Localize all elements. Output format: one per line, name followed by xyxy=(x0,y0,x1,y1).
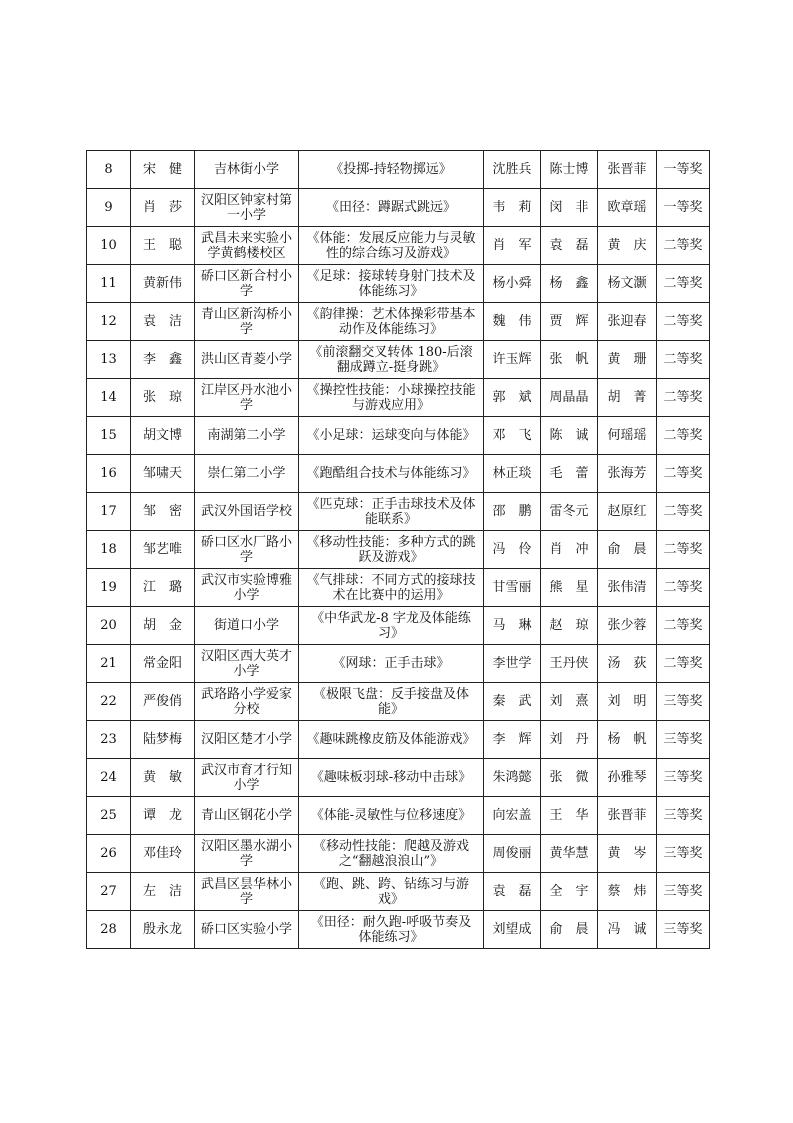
winner-name-cell: 常金阳 xyxy=(131,645,195,683)
instructor-1-cell: 向宏盖 xyxy=(484,797,541,835)
work-title-cell: 《移动性技能：多种方式的跳跃及游戏》 xyxy=(299,531,484,569)
winner-name-cell: 殷永龙 xyxy=(131,911,195,949)
instructor-2-cell: 全 宇 xyxy=(541,873,598,911)
table-row xyxy=(87,835,710,873)
award-level-cell: 二等奖 xyxy=(657,531,710,569)
winner-name-cell: 邹艺唯 xyxy=(131,531,195,569)
instructor-3-cell: 胡 菁 xyxy=(598,379,657,417)
winner-name-cell: 邹啸天 xyxy=(131,455,195,493)
row-number-cell: 17 xyxy=(87,493,131,531)
work-title-cell: 《韵律操：艺术体操彩带基本动作及体能练习》 xyxy=(299,303,484,341)
school-cell: 南湖第二小学 xyxy=(195,417,299,455)
table-row xyxy=(87,645,710,683)
instructor-3-cell: 刘 明 xyxy=(598,683,657,721)
award-level-cell: 三等奖 xyxy=(657,835,710,873)
school-cell: 武汉市实验博雅小学 xyxy=(195,569,299,607)
instructor-1-cell: 邵 鹏 xyxy=(484,493,541,531)
award-level-cell: 二等奖 xyxy=(657,303,710,341)
instructor-1-cell: 沈胜兵 xyxy=(484,151,541,189)
instructor-2-cell: 张 微 xyxy=(541,759,598,797)
award-level-cell: 二等奖 xyxy=(657,227,710,265)
work-title-cell: 《田径：耐久跑-呼吸节奏及体能练习》 xyxy=(299,911,484,949)
table-body xyxy=(87,151,710,949)
school-cell: 吉林街小学 xyxy=(195,151,299,189)
instructor-1-cell: 秦 武 xyxy=(484,683,541,721)
instructor-3-cell: 张伟清 xyxy=(598,569,657,607)
winner-name-cell: 李 鑫 xyxy=(131,341,195,379)
winner-name-cell: 王 聪 xyxy=(131,227,195,265)
work-title-cell: 《趣味板羽球-移动中击球》 xyxy=(299,759,484,797)
row-number-cell: 24 xyxy=(87,759,131,797)
awards-table xyxy=(86,150,710,949)
instructor-1-cell: 马 琳 xyxy=(484,607,541,645)
table-row xyxy=(87,607,710,645)
row-number-cell: 19 xyxy=(87,569,131,607)
instructor-3-cell: 黄 岑 xyxy=(598,835,657,873)
winner-name-cell: 邓佳玲 xyxy=(131,835,195,873)
row-number-cell: 28 xyxy=(87,911,131,949)
instructor-1-cell: 杨小舜 xyxy=(484,265,541,303)
work-title-cell: 《跑、跳、跨、钻练习与游戏》 xyxy=(299,873,484,911)
instructor-2-cell: 俞 晨 xyxy=(541,911,598,949)
award-level-cell: 三等奖 xyxy=(657,873,710,911)
winner-name-cell: 谭 龙 xyxy=(131,797,195,835)
instructor-2-cell: 肖 冲 xyxy=(541,531,598,569)
work-title-cell: 《操控性技能：小球操控技能与游戏应用》 xyxy=(299,379,484,417)
school-cell: 硚口区新合村小学 xyxy=(195,265,299,303)
row-number-cell: 9 xyxy=(87,189,131,227)
table-row xyxy=(87,569,710,607)
row-number-cell: 16 xyxy=(87,455,131,493)
winner-name-cell: 张 琼 xyxy=(131,379,195,417)
instructor-3-cell: 欧章瑶 xyxy=(598,189,657,227)
instructor-3-cell: 张少蓉 xyxy=(598,607,657,645)
instructor-2-cell: 张 帆 xyxy=(541,341,598,379)
award-level-cell: 三等奖 xyxy=(657,759,710,797)
work-title-cell: 《小足球：运球变向与体能》 xyxy=(299,417,484,455)
instructor-3-cell: 杨文灏 xyxy=(598,265,657,303)
instructor-1-cell: 韦 莉 xyxy=(484,189,541,227)
award-level-cell: 二等奖 xyxy=(657,493,710,531)
work-title-cell: 《中华武龙-8 字龙及体能练习》 xyxy=(299,607,484,645)
table-row xyxy=(87,721,710,759)
instructor-1-cell: 袁 磊 xyxy=(484,873,541,911)
instructor-1-cell: 甘雪丽 xyxy=(484,569,541,607)
instructor-1-cell: 李 辉 xyxy=(484,721,541,759)
award-level-cell: 一等奖 xyxy=(657,189,710,227)
school-cell: 汉阳区钟家村第一小学 xyxy=(195,189,299,227)
instructor-1-cell: 冯 伶 xyxy=(484,531,541,569)
school-cell: 街道口小学 xyxy=(195,607,299,645)
school-cell: 武汉市育才行知小学 xyxy=(195,759,299,797)
school-cell: 洪山区青菱小学 xyxy=(195,341,299,379)
instructor-3-cell: 俞 晨 xyxy=(598,531,657,569)
school-cell: 崇仁第二小学 xyxy=(195,455,299,493)
table-row xyxy=(87,265,710,303)
instructor-1-cell: 周俊丽 xyxy=(484,835,541,873)
instructor-1-cell: 魏 伟 xyxy=(484,303,541,341)
row-number-cell: 13 xyxy=(87,341,131,379)
winner-name-cell: 黄新伟 xyxy=(131,265,195,303)
award-level-cell: 二等奖 xyxy=(657,455,710,493)
instructor-2-cell: 陈士博 xyxy=(541,151,598,189)
instructor-1-cell: 刘望成 xyxy=(484,911,541,949)
work-title-cell: 《田径：蹲踞式跳远》 xyxy=(299,189,484,227)
award-level-cell: 三等奖 xyxy=(657,721,710,759)
instructor-3-cell: 张晋菲 xyxy=(598,151,657,189)
table-row xyxy=(87,455,710,493)
winner-name-cell: 黄 敏 xyxy=(131,759,195,797)
row-number-cell: 14 xyxy=(87,379,131,417)
table-row xyxy=(87,417,710,455)
row-number-cell: 20 xyxy=(87,607,131,645)
winner-name-cell: 左 洁 xyxy=(131,873,195,911)
award-level-cell: 二等奖 xyxy=(657,645,710,683)
instructor-2-cell: 雷冬元 xyxy=(541,493,598,531)
instructor-2-cell: 熊 星 xyxy=(541,569,598,607)
instructor-3-cell: 冯 诚 xyxy=(598,911,657,949)
instructor-2-cell: 陈 诚 xyxy=(541,417,598,455)
table-row xyxy=(87,873,710,911)
award-level-cell: 二等奖 xyxy=(657,265,710,303)
award-level-cell: 二等奖 xyxy=(657,569,710,607)
row-number-cell: 23 xyxy=(87,721,131,759)
school-cell: 青山区新沟桥小学 xyxy=(195,303,299,341)
row-number-cell: 15 xyxy=(87,417,131,455)
instructor-1-cell: 肖 军 xyxy=(484,227,541,265)
instructor-3-cell: 张海芳 xyxy=(598,455,657,493)
instructor-2-cell: 刘 熹 xyxy=(541,683,598,721)
instructor-1-cell: 林正琰 xyxy=(484,455,541,493)
work-title-cell: 《投掷-持轻物掷远》 xyxy=(299,151,484,189)
table-row xyxy=(87,759,710,797)
award-level-cell: 一等奖 xyxy=(657,151,710,189)
school-cell: 汉阳区楚才小学 xyxy=(195,721,299,759)
award-level-cell: 二等奖 xyxy=(657,607,710,645)
instructor-2-cell: 赵 琼 xyxy=(541,607,598,645)
instructor-2-cell: 王丹侠 xyxy=(541,645,598,683)
work-title-cell: 《气排球：不同方式的接球技术在比赛中的运用》 xyxy=(299,569,484,607)
table-row xyxy=(87,189,710,227)
table-row xyxy=(87,227,710,265)
row-number-cell: 25 xyxy=(87,797,131,835)
table-row xyxy=(87,379,710,417)
instructor-3-cell: 孙雅琴 xyxy=(598,759,657,797)
instructor-1-cell: 邓 飞 xyxy=(484,417,541,455)
instructor-3-cell: 何瑶瑶 xyxy=(598,417,657,455)
work-title-cell: 《跑酷组合技术与体能练习》 xyxy=(299,455,484,493)
instructor-2-cell: 黄华慧 xyxy=(541,835,598,873)
row-number-cell: 8 xyxy=(87,151,131,189)
instructor-1-cell: 李世学 xyxy=(484,645,541,683)
work-title-cell: 《移动性技能：爬越及游戏之“翻越浪浪山”》 xyxy=(299,835,484,873)
row-number-cell: 26 xyxy=(87,835,131,873)
school-cell: 武珞路小学爱家分校 xyxy=(195,683,299,721)
winner-name-cell: 胡 金 xyxy=(131,607,195,645)
instructor-3-cell: 黄 珊 xyxy=(598,341,657,379)
table-row xyxy=(87,683,710,721)
instructor-3-cell: 蔡 炜 xyxy=(598,873,657,911)
school-cell: 汉阳区墨水湖小学 xyxy=(195,835,299,873)
instructor-3-cell: 汤 荻 xyxy=(598,645,657,683)
school-cell: 武昌未来实验小学黄鹤楼校区 xyxy=(195,227,299,265)
instructor-2-cell: 王 华 xyxy=(541,797,598,835)
instructor-1-cell: 郭 斌 xyxy=(484,379,541,417)
school-cell: 硚口区实验小学 xyxy=(195,911,299,949)
winner-name-cell: 严俊俏 xyxy=(131,683,195,721)
table-row xyxy=(87,531,710,569)
work-title-cell: 《体能：发展反应能力与灵敏性的综合练习及游戏》 xyxy=(299,227,484,265)
winner-name-cell: 邹 密 xyxy=(131,493,195,531)
instructor-3-cell: 张迎春 xyxy=(598,303,657,341)
instructor-2-cell: 贾 辉 xyxy=(541,303,598,341)
winner-name-cell: 肖 莎 xyxy=(131,189,195,227)
school-cell: 青山区钢花小学 xyxy=(195,797,299,835)
award-level-cell: 二等奖 xyxy=(657,417,710,455)
instructor-2-cell: 毛 蕾 xyxy=(541,455,598,493)
school-cell: 江岸区丹水池小学 xyxy=(195,379,299,417)
award-level-cell: 三等奖 xyxy=(657,911,710,949)
instructor-1-cell: 许玉辉 xyxy=(484,341,541,379)
row-number-cell: 11 xyxy=(87,265,131,303)
winner-name-cell: 宋 健 xyxy=(131,151,195,189)
table-row xyxy=(87,493,710,531)
winner-name-cell: 袁 洁 xyxy=(131,303,195,341)
award-level-cell: 三等奖 xyxy=(657,797,710,835)
instructor-2-cell: 闵 非 xyxy=(541,189,598,227)
instructor-1-cell: 朱鸿懿 xyxy=(484,759,541,797)
row-number-cell: 21 xyxy=(87,645,131,683)
instructor-3-cell: 张晋菲 xyxy=(598,797,657,835)
instructor-2-cell: 刘 丹 xyxy=(541,721,598,759)
school-cell: 武汉外国语学校 xyxy=(195,493,299,531)
work-title-cell: 《足球：接球转身射门技术及体能练习》 xyxy=(299,265,484,303)
instructor-3-cell: 黄 庆 xyxy=(598,227,657,265)
work-title-cell: 《极限飞盘：反手接盘及体能》 xyxy=(299,683,484,721)
school-cell: 武昌区昙华林小学 xyxy=(195,873,299,911)
row-number-cell: 18 xyxy=(87,531,131,569)
instructor-3-cell: 杨 帆 xyxy=(598,721,657,759)
instructor-2-cell: 周晶晶 xyxy=(541,379,598,417)
work-title-cell: 《网球：正手击球》 xyxy=(299,645,484,683)
work-title-cell: 《前滚翻交叉转体 180-后滚翻成蹲立-挺身跳》 xyxy=(299,341,484,379)
instructor-2-cell: 杨 鑫 xyxy=(541,265,598,303)
instructor-2-cell: 袁 磊 xyxy=(541,227,598,265)
school-cell: 硚口区水厂路小学 xyxy=(195,531,299,569)
work-title-cell: 《趣味跳橡皮筋及体能游戏》 xyxy=(299,721,484,759)
school-cell: 汉阳区西大英才小学 xyxy=(195,645,299,683)
work-title-cell: 《体能-灵敏性与位移速度》 xyxy=(299,797,484,835)
table-row xyxy=(87,911,710,949)
row-number-cell: 27 xyxy=(87,873,131,911)
award-level-cell: 二等奖 xyxy=(657,379,710,417)
row-number-cell: 22 xyxy=(87,683,131,721)
table-row xyxy=(87,151,710,189)
table-row xyxy=(87,341,710,379)
award-level-cell: 二等奖 xyxy=(657,341,710,379)
instructor-3-cell: 赵原红 xyxy=(598,493,657,531)
winner-name-cell: 江 璐 xyxy=(131,569,195,607)
row-number-cell: 10 xyxy=(87,227,131,265)
work-title-cell: 《匹克球：正手击球技术及体能联系》 xyxy=(299,493,484,531)
table-row xyxy=(87,797,710,835)
row-number-cell: 12 xyxy=(87,303,131,341)
award-level-cell: 三等奖 xyxy=(657,683,710,721)
winner-name-cell: 胡文博 xyxy=(131,417,195,455)
winner-name-cell: 陆梦梅 xyxy=(131,721,195,759)
table-row xyxy=(87,303,710,341)
